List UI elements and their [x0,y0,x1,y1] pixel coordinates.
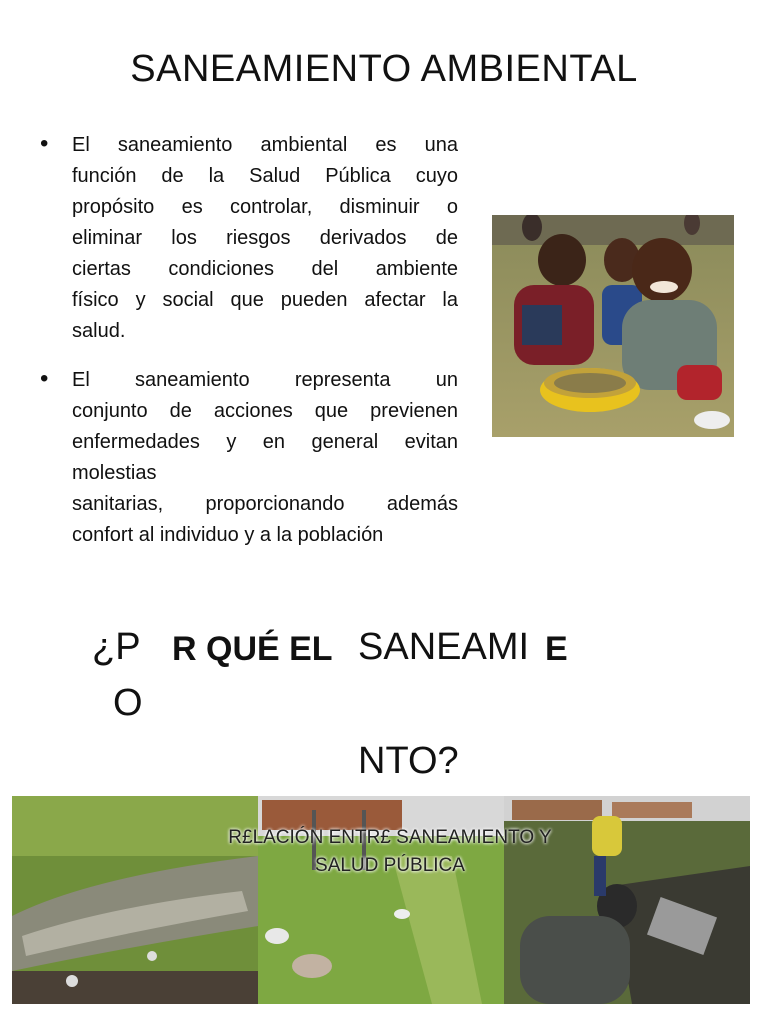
question-part-1: ¿P [92,626,141,668]
bullet-2-line-5: sanitarias, proporcionando además [72,493,458,515]
bullet-2-line-2: conjunto de acciones que previenen [72,400,458,422]
bullet-1-line-4: eliminar los riesgos derivados de [72,227,458,249]
bullet-item-1 [38,130,458,347]
question-part-2: O [113,682,143,724]
bullet-1-line-5: ciertas condiciones del ambiente [72,258,458,280]
bullet-2-line-6: confort al individuo y a la población [72,524,384,546]
bullet-2-line-3: enfermedades y en general evitan [72,431,458,453]
children-washing-hands-photo [492,215,734,437]
bullet-1-line-1: El saneamiento ambiental es una [72,134,458,156]
bullet-1-line-6: físico y social que pueden afectar la [72,289,458,311]
bullet-1-line-7: salud. [72,320,126,342]
bullet-dot: • [40,365,49,392]
caption-line-1: R£LACIÓN ENTR£ SANEAMIENTO Y [228,827,552,848]
bullet-1-line-2: función de la Salud Pública cuyo [72,165,458,187]
caption-line-2: SALUD PÚBLICA [315,855,465,876]
question-part-5: E [545,630,568,668]
question-part-4: SANEAMI [358,626,530,668]
question-part-3: R QUÉ EL [172,630,333,668]
page-title: SANEAMIENTO AMBIENTAL [130,48,638,90]
bullet-1-line-3: propósito es controlar, disminuir o [72,196,458,218]
bullet-list [38,130,458,551]
bullet-2-line-1: El saneamiento representa un [72,369,458,391]
collage-caption [180,824,600,880]
question-part-6: NTO? [358,740,459,782]
bullet-2-line-4: molestias [72,462,157,484]
bullet-item-2 [38,365,458,551]
bullet-dot: • [40,130,49,157]
